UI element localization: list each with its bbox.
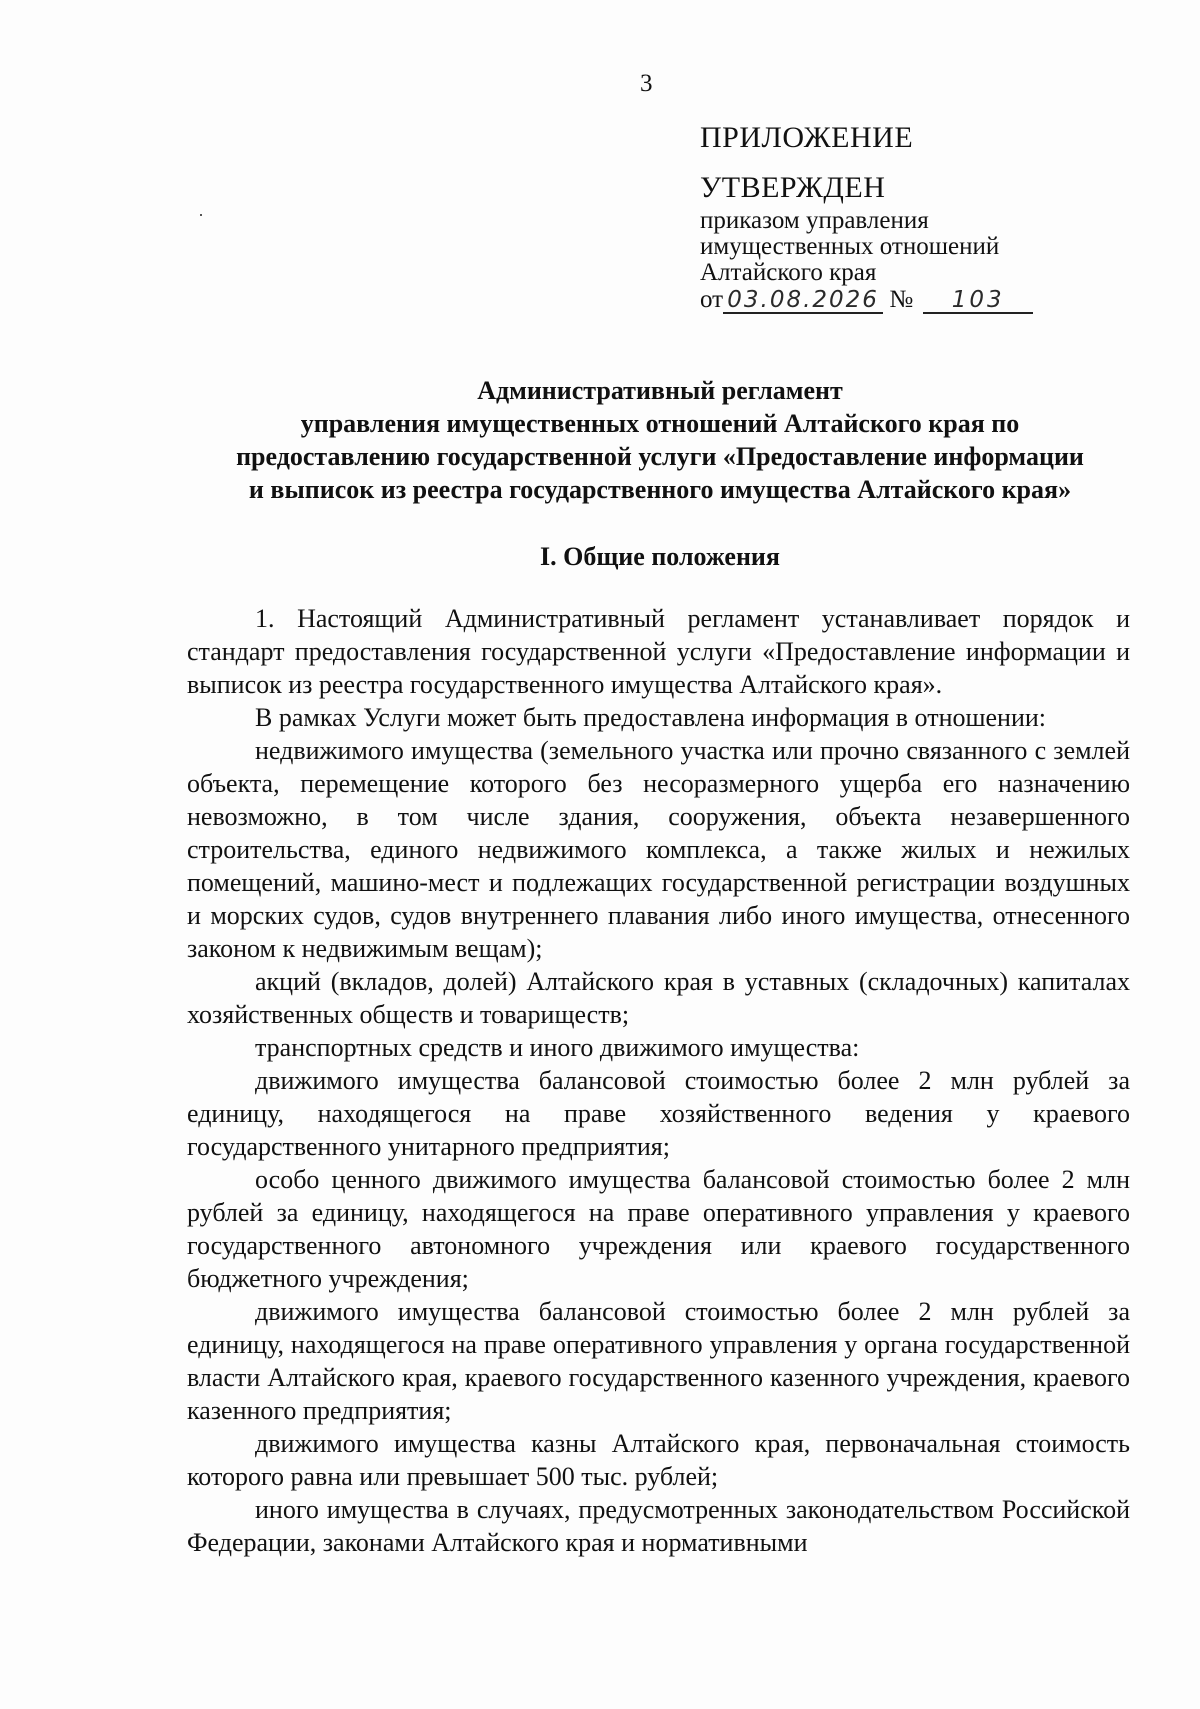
handwritten-number: 103 <box>923 288 1033 314</box>
approval-block <box>700 118 1120 314</box>
paragraph: 1. Настоящий Административный регламент устанавливает порядок и стандарт предоставления государственной услуги «Предоставление информации и выписок из реестра государственного имущества Алтайского края». <box>187 604 1130 699</box>
approved-by-line-1: приказом управления <box>700 207 929 234</box>
order-date-number-line <box>700 286 1120 314</box>
paragraph: недвижимого имущества (земельного участка или прочно связанного с землей объекта, перемещение которого без несоразмерного ущерба его назначению невозможно, в том числе здания, сооружения, объекта незавершенного строительства, единого недвижимого комплекса, а также жилых и нежилых помещений, машино-мест и подлежащих государственной регистрации воздушных и морских судов, судов внутреннего плавания либо иного имущества, отнесенного законом к недвижимым вещам); <box>187 736 1130 963</box>
document-title <box>120 374 1200 506</box>
appendix-label: ПРИЛОЖЕНИЕ <box>700 121 914 154</box>
page-number: 3 <box>640 70 653 97</box>
title-line-1: Административный регламент <box>477 376 843 405</box>
paragraph: движимого имущества казны Алтайского края, первоначальная стоимость которого равна или превышает 500 тыс. рублей; <box>187 1429 1130 1491</box>
section-heading: I. Общие положения <box>540 542 780 571</box>
title-line-4: и выписок из реестра государственного имущества Алтайского края» <box>248 475 1072 504</box>
scan-speck <box>200 214 202 216</box>
approved-label: УТВЕРЖДЕН <box>700 171 886 204</box>
number-sign: № <box>889 286 914 313</box>
paragraph: В рамках Услуги может быть предоставлена информация в отношении: <box>255 703 1047 732</box>
paragraph: акций (вкладов, долей) Алтайского края в уставных (складочных) капиталах хозяйственных обществ и товариществ; <box>187 967 1130 1029</box>
paragraph: иного имущества в случаях, предусмотренных законодательством Российской Федерации, законами Алтайского края и нормативными <box>187 1495 1130 1557</box>
approved-by-line-2: имущественных отношений <box>700 233 1000 260</box>
paragraph: движимого имущества балансовой стоимостью более 2 млн рублей за единицу, находящегося на праве хозяйственного ведения у краевого государственного унитарного предприятия; <box>187 1066 1130 1161</box>
date-prefix: от <box>700 286 724 313</box>
paragraph: движимого имущества балансовой стоимостью более 2 млн рублей за единицу, находящегося на праве оперативного управления у органа государственной власти Алтайского края, краевого государственного казенного учреждения, краевого казенного предприятия; <box>187 1297 1130 1425</box>
title-line-3: предоставлению государственной услуги «Предоставление информации <box>236 442 1084 471</box>
title-line-2: управления имущественных отношений Алтайского края по <box>300 409 1020 438</box>
paragraph: особо ценного движимого имущества балансовой стоимостью более 2 млн рублей за единицу, находящегося на праве оперативного управления у краевого государственного автономного учреждения или краевого государственного бюджетного учреждения; <box>187 1165 1130 1293</box>
paragraph: транспортных средств и иного движимого имущества: <box>255 1033 860 1062</box>
handwritten-date: 03.08.2026 <box>723 288 883 314</box>
approved-by-line-3: Алтайского края <box>700 259 877 286</box>
body-text <box>187 602 1130 1559</box>
